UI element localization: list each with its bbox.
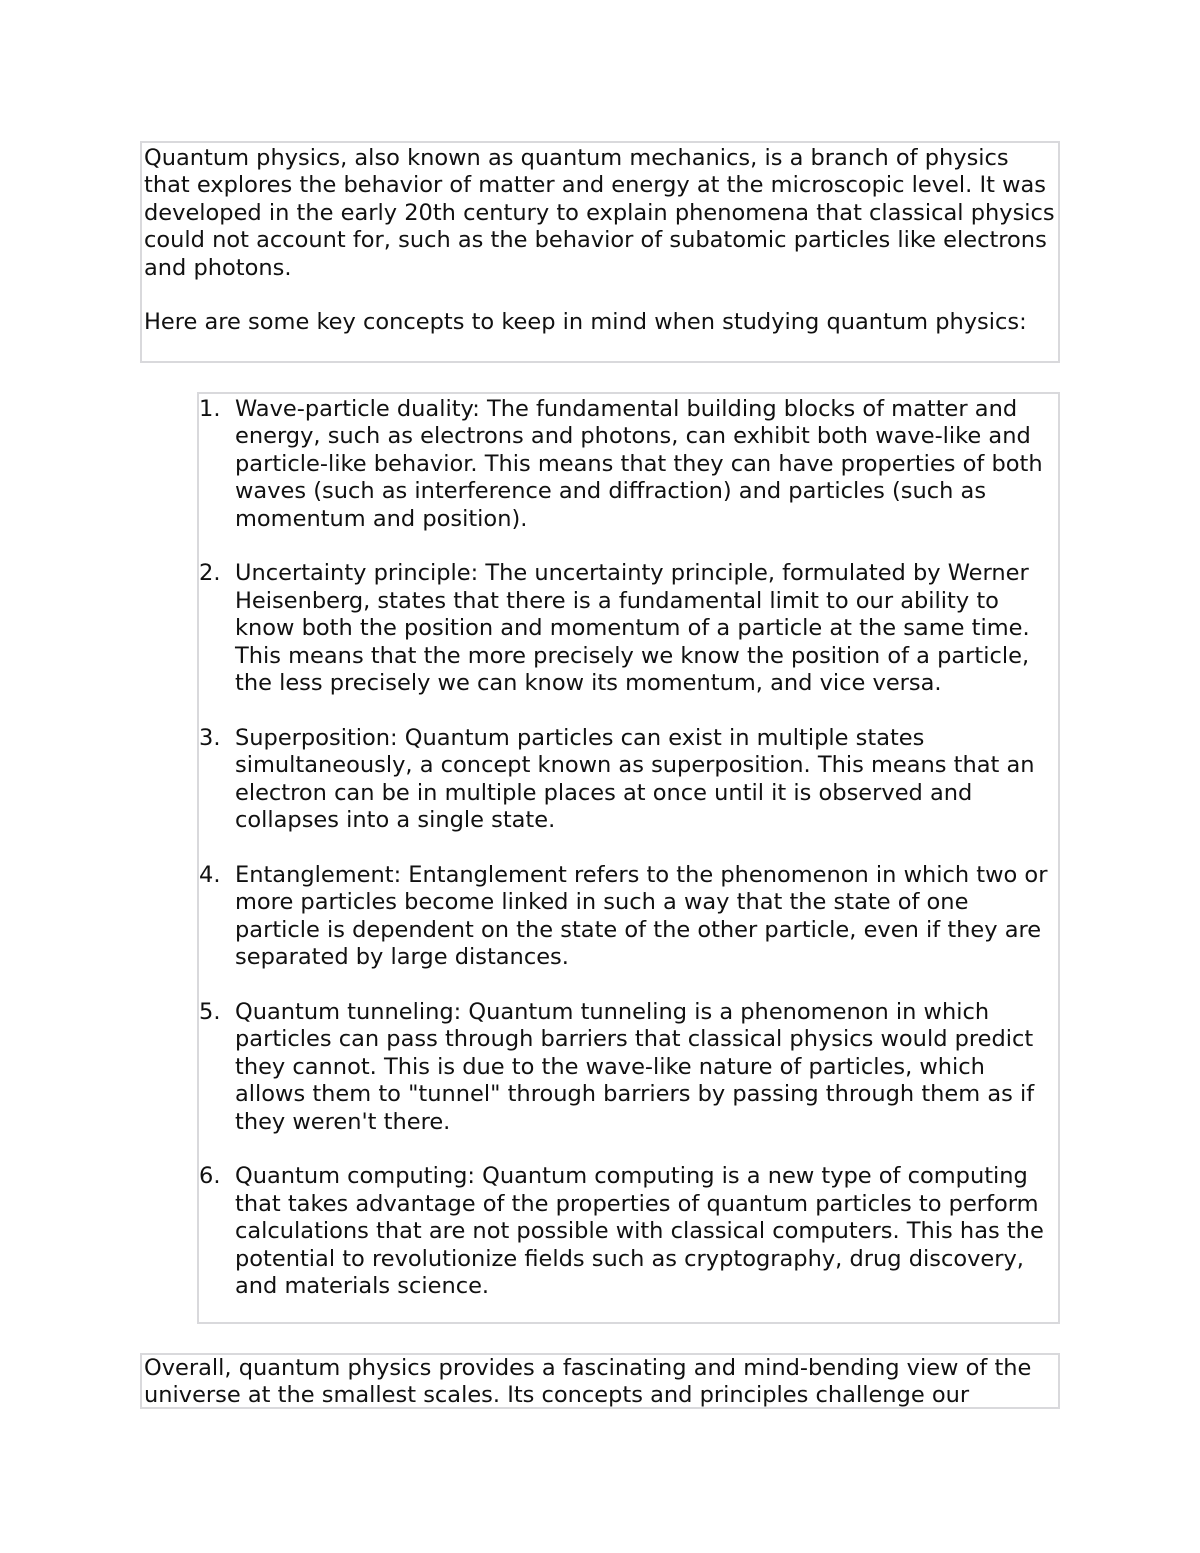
- conclusion-text-block: [140, 1353, 1060, 1409]
- list-item-text: Uncertainty principle: The uncertainty principle, formulated by Werner Heisenberg, states that there is a fundamental limit to our ability to know both the position and momentum of a particle at the same time. This means that the more precisely we know the position of a particle, the less precisely we can know its momentum, and vice versa.: [235, 560, 1030, 697]
- key-concepts-list: [199, 396, 1058, 1300]
- list-item: [199, 999, 1058, 1136]
- intro-text-block: [140, 141, 1060, 363]
- list-item-number: 5.: [199, 998, 221, 1025]
- list-item-number: 4.: [199, 861, 221, 888]
- list-item-number: 1.: [199, 396, 221, 422]
- list-item-number: 3.: [199, 724, 221, 751]
- conclusion-paragraph: Overall, quantum physics provides a fascinating and mind-bending view of the universe at the smallest scales. Its concepts and principles challenge our: [144, 1355, 1032, 1409]
- list-item-number: 6.: [199, 1163, 221, 1190]
- list-item: [199, 1163, 1058, 1300]
- key-concepts-list-block: [197, 392, 1060, 1324]
- list-item-text: Wave-particle duality: The fundamental building blocks of matter and energy, such as electrons and photons, can exhibit both wave-like and particle-like behavior. This means that they can have properties of both waves (such as interference and diffraction) and particles (such as momentum and position).: [235, 396, 1043, 532]
- list-item: [199, 560, 1058, 697]
- list-item-text: Quantum computing: Quantum computing is a new type of computing that takes advantage of the properties of quantum particles to perform calculations that are not possible with classical computers. This has the potential to revolutionize fields such as cryptography, drug discovery, and materials science.: [235, 1163, 1044, 1299]
- intro-paragraph: Quantum physics, also known as quantum mechanics, is a branch of physics that explores the behavior of matter and energy at the microscopic level. It was developed in the early 20th century to explain phenomena that classical physics could not account for, such as the behavior of subatomic particles like electrons and photons.: [144, 145, 1055, 281]
- list-item-number: 2.: [199, 560, 221, 587]
- list-item: [199, 862, 1058, 972]
- list-item-text: Entanglement: Entanglement refers to the phenomenon in which two or more particles become linked in such a way that the state of one particle is dependent on the state of the other particle, even if they are separated by large distances.: [235, 861, 1048, 971]
- list-item: [199, 725, 1058, 835]
- key-concepts-lead-in: Here are some key concepts to keep in mind when studying quantum physics:: [144, 309, 1027, 336]
- list-item-text: Quantum tunneling: Quantum tunneling is a phenomenon in which particles can pass through barriers that classical physics would predict they cannot. This is due to the wave-like nature of particles, which allows them to "tunnel" through barriers by passing through them as if they weren't there.: [235, 998, 1035, 1135]
- list-item: [199, 396, 1058, 533]
- list-item-text: Superposition: Quantum particles can exist in multiple states simultaneously, a concept known as superposition. This means that an electron can be in multiple places at once until it is observed and collapses into a single state.: [235, 724, 1035, 834]
